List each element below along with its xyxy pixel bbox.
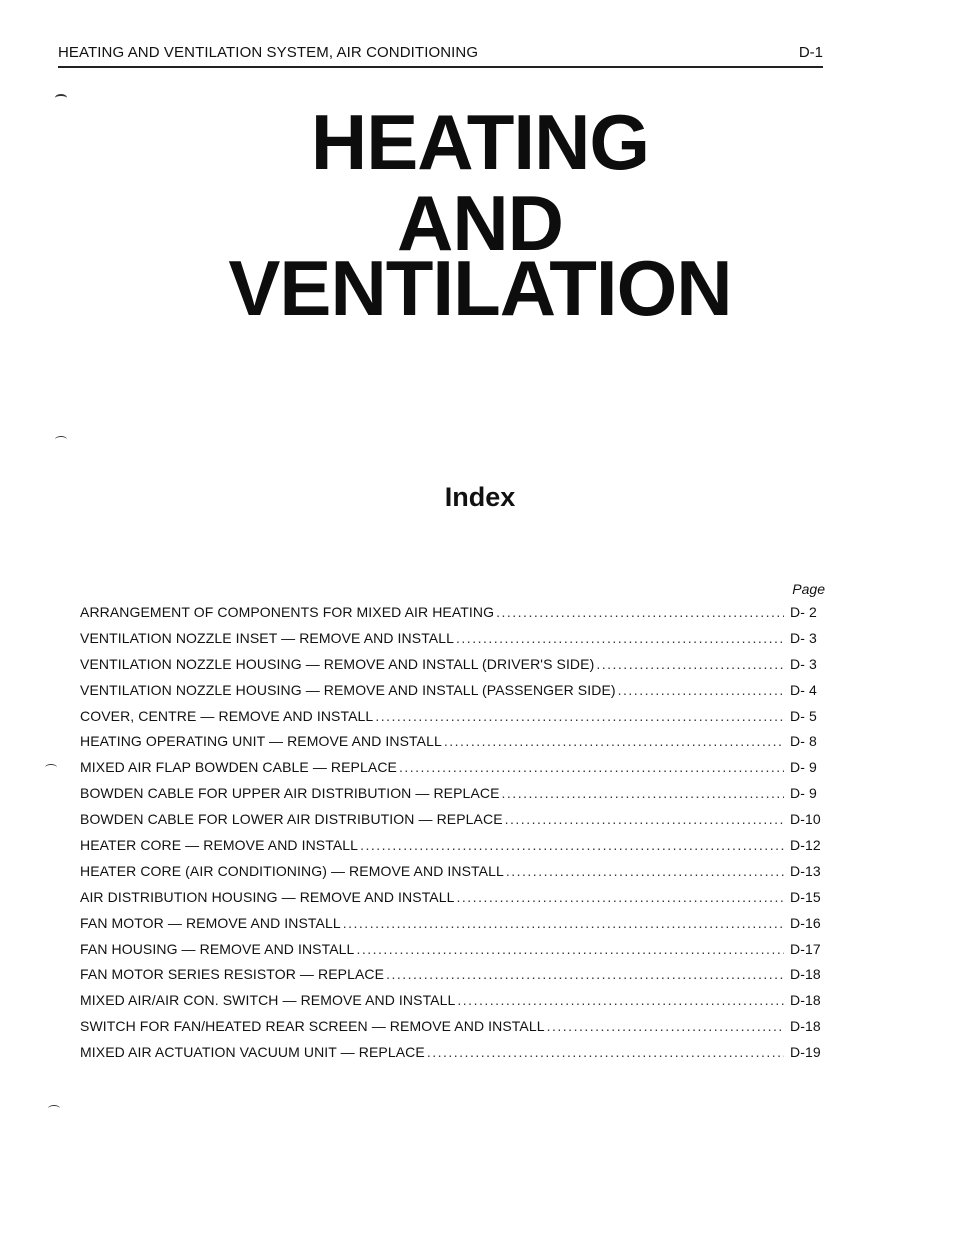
dot-leader xyxy=(505,811,784,827)
toc-entry-page: D- 3 xyxy=(790,629,817,646)
scan-mark xyxy=(48,1105,60,1112)
toc-entry[interactable] xyxy=(80,682,824,708)
toc-entry[interactable] xyxy=(80,837,824,863)
toc-entry[interactable] xyxy=(80,759,824,785)
title-line-2: AND xyxy=(397,179,563,267)
toc-entry-page: D- 3 xyxy=(790,655,817,672)
dot-leader xyxy=(386,966,784,982)
toc-entry-page: D-12 xyxy=(790,837,821,854)
index-heading: Index xyxy=(444,482,516,512)
toc-entry-page: D-17 xyxy=(790,940,821,957)
toc-entry-title: MIXED AIR ACTUATION VACUUM UNIT — REPLACE xyxy=(80,1044,425,1061)
toc-entry-title: VENTILATION NOZZLE HOUSING — REMOVE AND INSTALL (PASSENGER SIDE) xyxy=(80,681,616,698)
dot-leader xyxy=(427,1044,784,1060)
running-header xyxy=(58,44,823,68)
toc-entry-title: ARRANGEMENT OF COMPONENTS FOR MIXED AIR HEATING xyxy=(80,604,495,620)
page-column-label: Page xyxy=(792,581,825,597)
dot-leader xyxy=(356,941,784,957)
toc-entry[interactable] xyxy=(80,863,824,889)
toc-entry-title: AIR DISTRIBUTION HOUSING — REMOVE AND INSTALL xyxy=(80,888,455,905)
dot-leader xyxy=(457,889,784,905)
toc-entry[interactable] xyxy=(80,992,824,1018)
toc-entry-page: D- 5 xyxy=(790,707,817,724)
toc-entry-title: VENTILATION NOZZLE INSET — REMOVE AND INSTALL xyxy=(80,629,455,646)
dot-leader xyxy=(547,1018,784,1034)
toc-entry-page: D- 4 xyxy=(790,681,817,698)
dot-leader xyxy=(596,656,784,672)
toc-entry-page: D-13 xyxy=(790,862,821,879)
toc-entry-title: HEATER CORE — REMOVE AND INSTALL xyxy=(80,837,359,854)
toc-entry-title: FAN MOTOR — REMOVE AND INSTALL xyxy=(80,914,341,931)
toc-entry[interactable] xyxy=(80,811,824,837)
page-number: D-1 xyxy=(798,44,823,61)
toc-entry[interactable] xyxy=(80,604,824,630)
toc-entry[interactable] xyxy=(80,785,824,811)
toc-entry-title: FAN MOTOR SERIES RESISTOR — REPLACE xyxy=(80,966,385,983)
toc-entry[interactable] xyxy=(80,656,824,682)
toc-entry[interactable] xyxy=(80,1044,824,1070)
dot-leader xyxy=(457,992,784,1008)
toc-entry-page: D- 9 xyxy=(790,759,817,776)
toc-entry[interactable] xyxy=(80,733,824,759)
toc-entry-page: D- 8 xyxy=(790,733,817,750)
dot-leader xyxy=(506,863,784,879)
toc-entry-title: HEATER CORE (AIR CONDITIONING) — REMOVE AND INSTALL xyxy=(80,862,504,879)
dot-leader xyxy=(343,915,784,931)
toc-entry-title: HEATING OPERATING UNIT — REMOVE AND INSTALL xyxy=(80,733,442,750)
toc-entry-page: D-18 xyxy=(790,966,821,983)
toc-entry[interactable] xyxy=(80,966,824,992)
dot-leader xyxy=(496,604,784,620)
toc-entry-page: D- 9 xyxy=(790,785,817,802)
toc-entry[interactable] xyxy=(80,941,824,967)
toc-entry-page: D-19 xyxy=(790,1044,821,1061)
toc-entry[interactable] xyxy=(80,889,824,915)
toc-entry-page: D- 2 xyxy=(790,604,817,620)
toc-entry-title: COVER, CENTRE — REMOVE AND INSTALL xyxy=(80,707,374,724)
toc-entry-page: D-10 xyxy=(790,811,821,828)
dot-leader xyxy=(456,630,784,646)
title-line-3: VENTILATION xyxy=(228,244,732,332)
toc-entry-title: SWITCH FOR FAN/HEATED REAR SCREEN — REMOVE AND INSTALL xyxy=(80,1018,545,1035)
toc-entry-title: VENTILATION NOZZLE HOUSING — REMOVE AND INSTALL (DRIVER'S SIDE) xyxy=(80,655,595,672)
toc-entry[interactable] xyxy=(80,630,824,656)
title-line-1: HEATING xyxy=(310,98,650,186)
toc-entry[interactable] xyxy=(80,708,824,734)
toc-entry-page: D-18 xyxy=(790,1018,821,1035)
scan-mark xyxy=(45,764,57,771)
toc-entry-page: D-16 xyxy=(790,914,821,931)
toc-entry-page: D-15 xyxy=(790,888,821,905)
toc-entry-title: MIXED AIR/AIR CON. SWITCH — REMOVE AND INSTALL xyxy=(80,992,456,1009)
scan-mark xyxy=(55,94,67,102)
table-of-contents xyxy=(80,604,824,1070)
toc-entry-page: D-18 xyxy=(790,992,821,1009)
toc-entry[interactable] xyxy=(80,915,824,941)
toc-entry-title: MIXED AIR FLAP BOWDEN CABLE — REPLACE xyxy=(80,759,397,776)
toc-entry-title: BOWDEN CABLE FOR LOWER AIR DISTRIBUTION — REPLACE xyxy=(80,811,503,828)
dot-leader xyxy=(618,682,784,698)
dot-leader xyxy=(444,733,784,749)
scan-mark xyxy=(55,436,67,443)
section-title: HEATING AND VENTILATION SYSTEM, AIR CONDITIONING xyxy=(58,44,479,61)
dot-leader xyxy=(375,708,784,724)
toc-entry[interactable] xyxy=(80,1018,824,1044)
dot-leader xyxy=(360,837,784,853)
dot-leader xyxy=(502,785,784,801)
toc-entry-title: FAN HOUSING — REMOVE AND INSTALL xyxy=(80,940,355,957)
toc-entry-title: BOWDEN CABLE FOR UPPER AIR DISTRIBUTION — REPLACE xyxy=(80,785,500,802)
dot-leader xyxy=(399,759,784,775)
